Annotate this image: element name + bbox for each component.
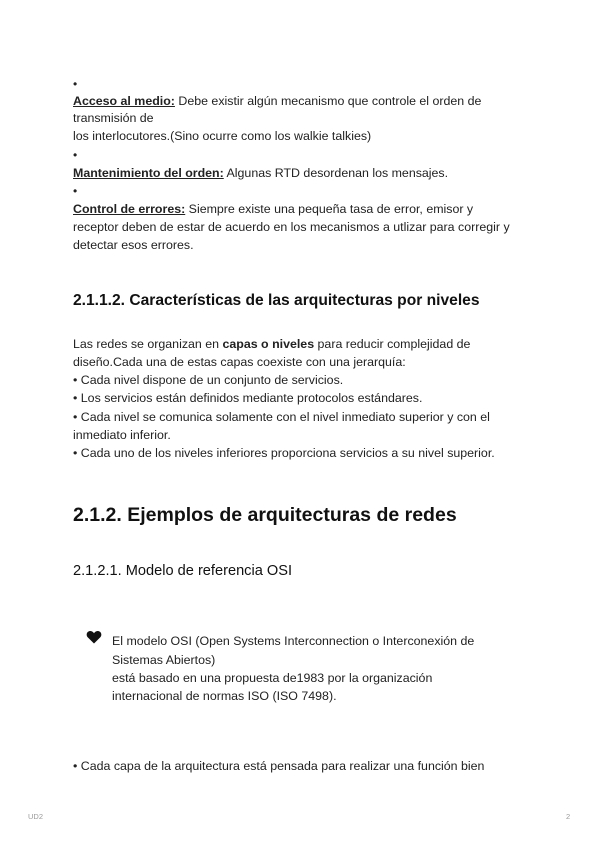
heart-icon — [86, 629, 102, 645]
term-mantenimiento-del-orden: Mantenimiento del orden: — [73, 166, 224, 180]
paragraph-bold: capas o niveles — [222, 337, 315, 351]
list-item-acceso — [73, 92, 481, 110]
paragraph-line1 — [73, 335, 470, 353]
desc-control-line1: Siempre existe una pequeña tasa de error, emisor y — [185, 202, 474, 216]
heading-2-1-1-2: 2.1.1.2. Características de las arquitecturas por niveles — [73, 292, 480, 309]
callout-line2: Sistemas Abiertos) — [112, 653, 216, 667]
paragraph-pre: Las redes se organizan en — [73, 337, 223, 351]
desc-acceso-line1: Debe existir algún mecanismo que controle el orden de — [174, 94, 482, 108]
desc-acceso-line3: los interlocutores.(Sino ocurre como los walkie talkies) — [73, 129, 372, 143]
callout-line1: El modelo OSI (Open Systems Interconnection o Interconexión de — [112, 634, 475, 648]
list-item: • Cada nivel se comunica solamente con el nivel inmediato superior y con el — [73, 410, 490, 424]
list-item-continuation: inmediato inferior. — [73, 428, 171, 442]
bullet-marker: • — [73, 77, 78, 91]
bullet-marker: • — [73, 184, 78, 198]
page-number: 2 — [566, 812, 571, 821]
list-item: • Los servicios están definidos mediante protocolos estándares. — [73, 391, 423, 405]
desc-control-line3: detectar esos errores. — [73, 238, 194, 252]
footer-unit-label: UD2 — [28, 812, 44, 821]
bullet-marker: • — [73, 148, 78, 162]
list-item-mantenimiento — [73, 164, 448, 182]
desc-acceso-line2: transmisión de — [73, 111, 154, 125]
paragraph-post: para reducir complejidad de — [314, 337, 471, 351]
term-control-de-errores: Control de errores: — [73, 202, 186, 216]
paragraph-line2: diseño.Cada una de estas capas coexiste con una jerarquía: — [73, 355, 406, 369]
list-item: • Cada nivel dispone de un conjunto de servicios. — [73, 373, 344, 387]
desc-control-line2: receptor deben de estar de acuerdo en los mecanismos a utlizar para corregir y — [73, 220, 510, 234]
list-item-control — [73, 200, 473, 218]
callout-line4: internacional de normas ISO (ISO 7498). — [112, 689, 337, 703]
term-acceso-al-medio: Acceso al medio: — [73, 94, 175, 108]
heading-2-1-2: 2.1.2. Ejemplos de arquitecturas de redes — [73, 504, 457, 526]
list-item: • Cada uno de los niveles inferiores proporciona servicios a su nivel superior. — [73, 446, 495, 460]
list-item: • Cada capa de la arquitectura está pensada para realizar una función bien — [73, 759, 485, 773]
heading-2-1-2-1: 2.1.2.1. Modelo de referencia OSI — [73, 563, 293, 579]
desc-mantenimiento-line1: Algunas RTD desordenan los mensajes. — [223, 166, 449, 180]
callout-line3: está basado en una propuesta de1983 por la organización — [112, 671, 433, 685]
